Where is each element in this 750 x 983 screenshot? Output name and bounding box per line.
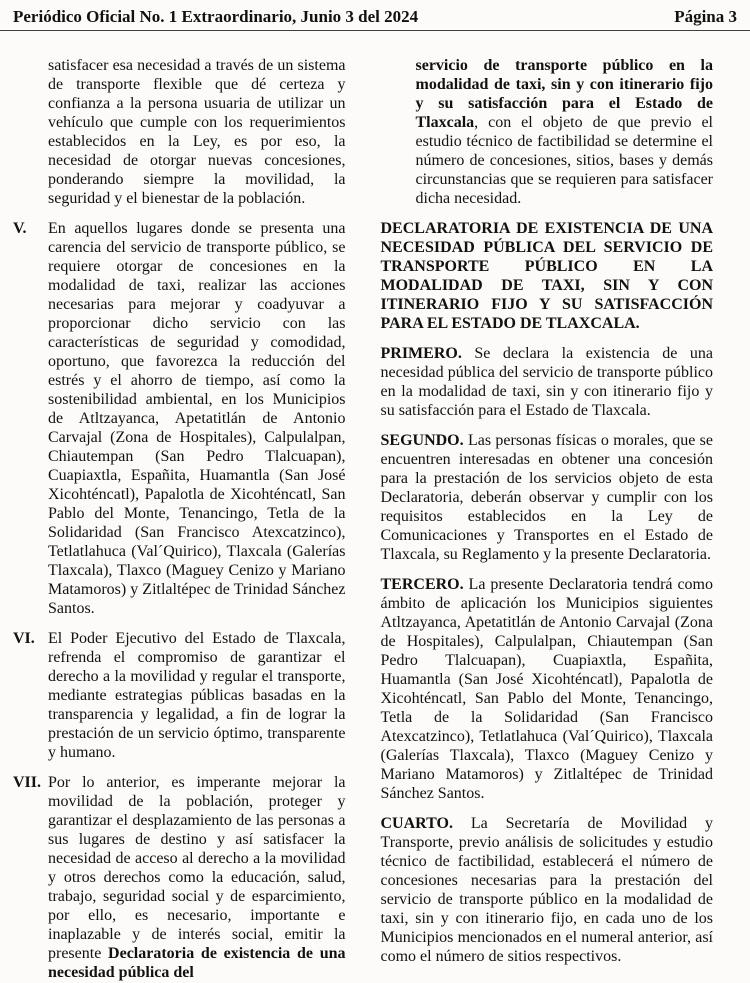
article-tercero-label: TERCERO. xyxy=(380,576,464,593)
list-item-vi xyxy=(13,629,346,762)
left-column xyxy=(13,56,346,983)
list-marker-vi: VI. xyxy=(13,630,35,647)
list-marker-v: V. xyxy=(13,220,27,237)
list-item-v-text: En aquellos lugares donde se presenta una carencia del servicio de transporte público, se requiere otorgar de concesiones en la modalidad de taxi, realizar las acciones necesarias para mejorar y coadyuvar a proporcionar dicho servicio con las características de seguridad y comodidad, oportuno, que favorezca la reducción del estrés y el ahorro de tiempo, así como la sostenibilidad ambiental, en los Municipios de Atltzayanca, Apetatitlán de Antonio Carvajal (Zona de Hospitales), Calpulalpan, Chiautempan (San Pedro Tlalcuapan), Cuapiaxtla, Españita, Huamantla (San José Xicohténcatl), Papalotla de Xicohténcatl, San Pablo del Monte, Tenancingo, Tetla de la Solidaridad (San Francisco Atexcatzinco), Tetlatlahuca (Val´Quirico), Tlaxcala (Galerías Tlaxcala), Tlaxco (Maguey Cenizo y Mariano Matamoros) y Zitlaltépec de Trinidad Sánchez Santos. xyxy=(48,220,346,617)
continuation-regular: , con el objeto de que previo el estudio técnico de factibilidad se determine el número de concesiones, sitios, bases y demás circunstancias que se requieren para satisfacer dicha necesidad. xyxy=(415,114,713,207)
list-item-vi-text: El Poder Ejecutivo del Estado de Tlaxcala, refrenda el compromiso de garantizar el derecho a la movilidad y regular el transporte, mediante estrategias públicas basadas en la transparencia y legalidad, a fin de lograr la prestación de un servicio óptimo, transparente y humano. xyxy=(48,630,346,761)
article-segundo xyxy=(381,431,714,564)
document-body xyxy=(0,31,750,983)
masthead xyxy=(0,0,750,26)
paragraph-continuation-right xyxy=(381,56,714,208)
article-primero xyxy=(381,344,714,420)
list-item-vii xyxy=(13,773,346,982)
list-item-vii-bold: Declaratoria de existencia de una necesidad pública del xyxy=(48,945,346,981)
declaration-heading: DECLARATORIA DE EXISTENCIA DE UNA NECESIDAD PÚBLICA DEL SERVICIO DE TRANSPORTE PÚBLICO EN LA MODALIDAD DE TAXI, SIN Y CON ITINERARIO FIJO Y SU SATISFACCIÓN PARA EL ESTADO DE TLAXCALA. xyxy=(380,220,713,332)
continuation-bold: servicio de transporte público en la modalidad de taxi, sin y con itinerario fijo y su satisfacción para el Estado de Tlaxcala xyxy=(415,57,713,131)
article-primero-text: Se declara la existencia de una necesidad pública del servicio de transporte público en la modalidad de taxi, sin y con itinerario fijo y su satisfacción para el Estado de Tlaxcala. xyxy=(380,345,713,419)
article-segundo-text: Las personas físicas o morales, que se encuentren interesadas en obtener una concesión para la prestación de los servicios objeto de esta Declaratoria, deberán observar y cumplir con los requisitos establecidos en la Ley de Comunicaciones y Transportes en el Estado de Tlaxcala, su Reglamento y la presente Declaratoria. xyxy=(380,432,714,563)
right-column xyxy=(381,56,714,983)
article-cuarto-text: La Secretaría de Movilidad y Transporte, previo análisis de solicitudes y estudio técnico de factibilidad, establecerá el número de concesiones necesarias para la prestación del servicio de transporte público en la modalidad de taxi, sin y con itinerario fijo, en cada uno de los Municipios mencionados en el numeral anterior, así como el número de sitios respectivos. xyxy=(380,815,714,965)
article-cuarto xyxy=(381,814,714,966)
article-primero-label: PRIMERO. xyxy=(380,345,462,362)
article-segundo-label: SEGUNDO. xyxy=(380,432,464,449)
list-item-vii-text xyxy=(48,773,346,982)
article-cuarto-label: CUARTO. xyxy=(380,815,453,832)
page-number: Página 3 xyxy=(674,7,737,26)
article-tercero-text: La presente Declaratoria tendrá como ámbito de aplicación los Municipios siguientes Atltzayanca, Apetatitlán de Antonio Carvajal (Zona de Hospitales), Calpulalpan, Chiautempan (San Pedro Tlalcuapan), Cuapiaxtla, Españita, Huamantla (San José Xicohténcatl), Papalotla de Xicohténcatl, San Pablo del Monte, Tenancingo, Tetla de la Solidaridad (San Francisco Atexcatzinco), Tetlatlahuca (Val´Quirico), Tlaxcala (Galerías Tlaxcala), Tlaxco (Maguey Cenizo y Mariano Matamoros) y Zitlaltépec de Trinidad Sánchez Santos. xyxy=(380,576,713,802)
list-item-vii-regular: Por lo anterior, es imperante mejorar la movilidad de la población, proteger y garantizar el desplazamiento de las personas a sus lugares de destino y así satisfacer la necesidad de acceso al derecho a la movilidad y otros derechos como la educación, salud, trabajo, seguridad social y de esparcimiento, por ello, es necesario, importante e inaplazable y de interés social, emitir la presente xyxy=(48,774,346,962)
masthead-title: Periódico Oficial No. 1 Extraordinario, Junio 3 del 2024 xyxy=(13,7,419,26)
paragraph-continuation-left: satisfacer esa necesidad a través de un sistema de transporte flexible que dé certeza y confianza a la persona usuaria de utilizar un vehículo que cumple con los requerimientos establecidos en la Ley, es por eso, la necesidad de otorgar nuevas concesiones, ponderando siempre la movilidad, la seguridad y el bienestar de la población. xyxy=(48,57,346,207)
list-item-v xyxy=(13,219,346,618)
article-tercero xyxy=(381,575,714,803)
list-marker-vii: VII. xyxy=(13,774,42,791)
